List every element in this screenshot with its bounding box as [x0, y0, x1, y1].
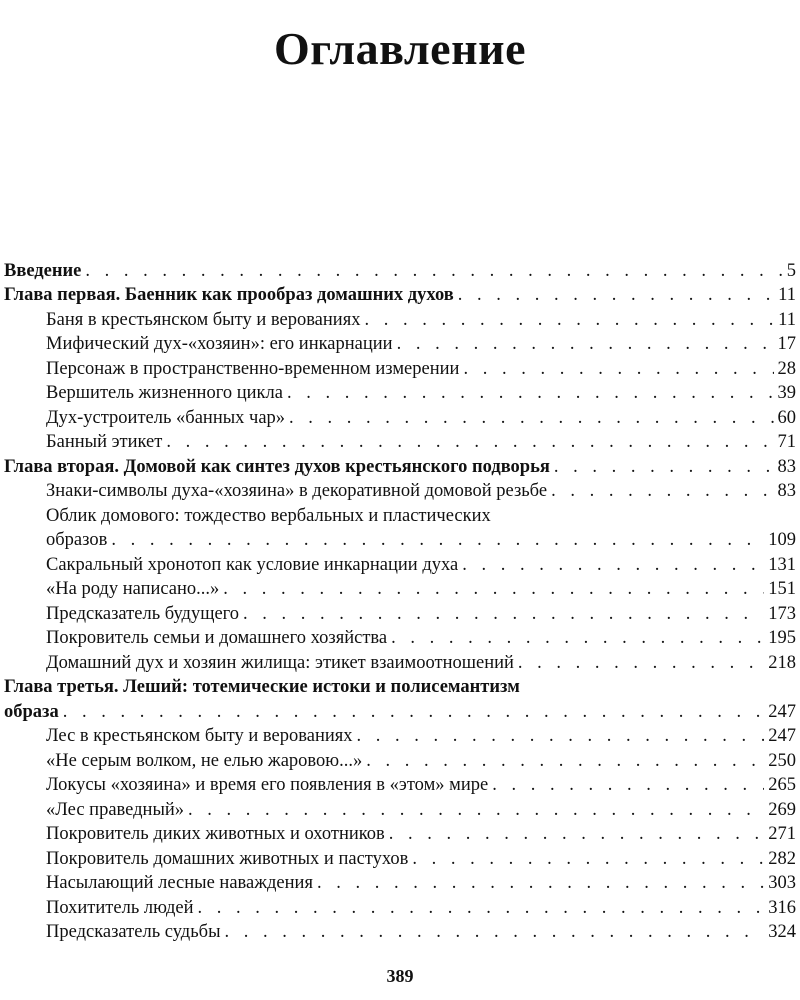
toc-entry-title: Предсказатель судьбы: [46, 922, 221, 942]
toc-leader-dots: [317, 871, 764, 895]
toc-page-number: 303: [768, 873, 796, 893]
toc-entry-title: Глава третья. Леший: тотемические истоки и полисемантизм: [4, 677, 520, 697]
toc-leader-dots: [166, 430, 773, 454]
page-number: 389: [386, 966, 414, 986]
toc-section-entry: [4, 356, 796, 381]
toc-entry-title: Глава первая. Баенник как прообраз домашних духов: [4, 285, 454, 305]
toc-entry-title: Дух-устроитель «банных чар»: [46, 407, 286, 428]
toc-section-entry: [4, 479, 796, 504]
toc-page-number: 11: [778, 285, 796, 305]
toc-entry-title: Вершитель жизненного цикла: [46, 383, 283, 403]
toc-section-entry: [4, 920, 796, 945]
toc-page-number: 195: [768, 628, 796, 648]
toc-entry-line: [4, 503, 796, 528]
toc-leader-dots: [462, 553, 764, 577]
toc-leader-dots: [391, 626, 764, 650]
toc-leader-dots: [243, 602, 764, 626]
toc-section-entry: [4, 748, 796, 773]
toc-leader-dots: [188, 798, 764, 822]
toc-page-number: 5: [786, 260, 796, 281]
toc-page-number: 71: [777, 432, 796, 452]
toc-chapter-entry: [4, 258, 796, 283]
toc-section-entry: [4, 528, 796, 553]
toc-page-number: 218: [768, 652, 796, 673]
toc-entry-title: Банный этикет: [46, 432, 163, 452]
toc-entry-title: Знаки-символы духа-«хозяина» в декоративной домовой резьбе: [46, 481, 548, 501]
toc-entry-title: Домашний дух и хозяин жилища: этикет взаимоотношений: [46, 652, 514, 673]
toc-page-number: 247: [768, 726, 796, 746]
toc-leader-dots: [63, 700, 765, 724]
toc-section-entry: [4, 577, 796, 602]
toc-leader-dots: [287, 381, 774, 405]
toc-entry-title: Лес в крестьянском быту и верованиях: [46, 726, 353, 746]
toc-leader-dots: [111, 528, 764, 552]
toc-leader-dots: [412, 847, 764, 871]
toc-section-entry: [4, 405, 796, 430]
toc-entry-title: Глава вторая. Домовой как синтез духов крестьянского подворья: [4, 456, 550, 477]
toc-section-entry: [4, 430, 796, 455]
table-of-contents: [4, 258, 796, 944]
toc-section-entry: [4, 846, 796, 871]
toc-section-entry: [4, 307, 796, 332]
toc-leader-dots: [518, 651, 764, 675]
toc-page-number: 324: [768, 922, 796, 942]
toc-page-number: 316: [768, 897, 796, 918]
toc-entry-title: Персонаж в пространственно-временном измерении: [46, 358, 460, 379]
toc-section-entry: [4, 552, 796, 577]
toc-section-entry: [4, 797, 796, 822]
toc-leader-dots: [463, 357, 773, 381]
toc-chapter-entry: [4, 454, 796, 479]
toc-page-number: 173: [768, 603, 796, 624]
toc-page-number: 250: [768, 750, 796, 771]
toc-page-number: 109: [768, 530, 796, 550]
toc-entry-title: «Не серым волком, не елью жаровою...»: [46, 750, 363, 771]
toc-entry-title: Насылающий лесные наваждения: [46, 873, 313, 893]
toc-entry-title: Покровитель домашних животных и пастухов: [46, 848, 409, 869]
toc-page-number: 60: [777, 407, 796, 428]
page-title: Оглавление: [273, 23, 527, 74]
toc-entry-title: Покровитель диких животных и охотников: [46, 824, 385, 844]
toc-page-number: 17: [777, 334, 796, 354]
toc-entry-title: Введение: [4, 260, 82, 281]
toc-entry-title: «На роду написано...»: [46, 579, 220, 599]
toc-entry-title: образа: [4, 701, 59, 722]
toc-page-number: 271: [768, 824, 796, 844]
toc-page-number: 265: [768, 775, 796, 795]
toc-entry-title: Облик домового: тождество вербальных и пластических: [46, 505, 491, 526]
toc-chapter-entry: [4, 283, 796, 308]
toc-entry-title: Сакральный хронотоп как условие инкарнации духа: [46, 554, 459, 575]
toc-entry-title: Баня в крестьянском быту и верованиях: [46, 309, 361, 330]
toc-page-number: 131: [768, 554, 796, 575]
toc-section-entry: [4, 381, 796, 406]
toc-section-entry: [4, 626, 796, 651]
toc-section-entry: [4, 601, 796, 626]
toc-entry-line: [4, 675, 796, 700]
toc-leader-dots: [85, 259, 782, 283]
toc-section-entry: [4, 822, 796, 847]
toc-page-number: 28: [777, 358, 796, 379]
toc-leader-dots: [364, 308, 774, 332]
toc-section-entry: [4, 773, 796, 798]
toc-section-entry: [4, 650, 796, 675]
toc-leader-dots: [492, 773, 764, 797]
toc-leader-dots: [289, 406, 773, 430]
toc-leader-dots: [554, 455, 774, 479]
toc-page-number: 83: [777, 481, 796, 501]
toc-leader-dots: [551, 479, 773, 503]
toc-leader-dots: [223, 577, 764, 601]
toc-section-entry: [4, 895, 796, 920]
toc-entry-title: Предсказатель будущего: [46, 603, 240, 624]
toc-page-number: 269: [768, 799, 796, 820]
toc-entry-title: «Лес праведный»: [46, 799, 185, 820]
toc-entry-title: Похититель людей: [46, 897, 194, 918]
toc-section-entry: [4, 724, 796, 749]
toc-page-number: 39: [777, 383, 796, 403]
toc-section-entry: [4, 871, 796, 896]
toc-leader-dots: [225, 920, 765, 944]
toc-page-number: 247: [768, 701, 796, 722]
toc-entry-title: Покровитель семьи и домашнего хозяйства: [46, 628, 388, 648]
toc-page-number: 11: [778, 309, 796, 330]
toc-leader-dots: [458, 283, 774, 307]
toc-entry-title: образов: [46, 530, 108, 550]
toc-entry-title: Локусы «хозяина» и время его появления в «этом» мире: [46, 775, 489, 795]
toc-chapter-entry: [4, 699, 796, 724]
toc-page-number: 83: [777, 456, 796, 477]
toc-entry-title: Мифический дух-«хозяин»: его инкарнации: [46, 334, 393, 354]
toc-leader-dots: [366, 749, 764, 773]
toc-page-number: 282: [768, 848, 796, 869]
toc-leader-dots: [389, 822, 764, 846]
toc-section-entry: [4, 332, 796, 357]
toc-leader-dots: [357, 724, 765, 748]
toc-page-number: 151: [768, 579, 796, 599]
toc-leader-dots: [397, 332, 774, 356]
toc-leader-dots: [198, 896, 765, 920]
